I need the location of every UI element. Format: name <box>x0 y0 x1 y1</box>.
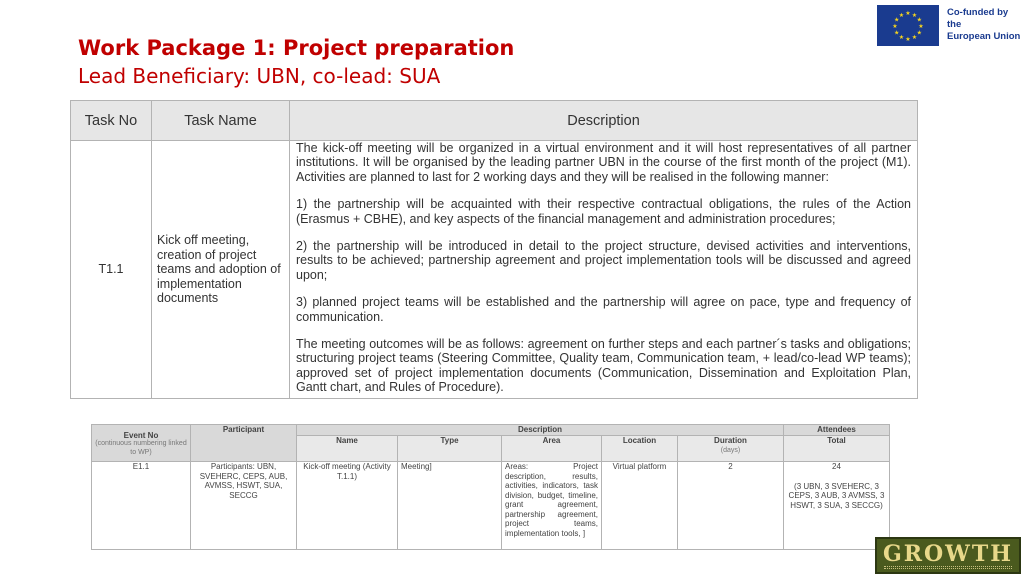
eu-flag-icon <box>877 5 939 46</box>
header-location: Location <box>602 436 678 462</box>
svg-text:★: ★ <box>911 33 918 41</box>
location-cell: Virtual platform <box>602 462 678 550</box>
header-task-name: Task Name <box>152 101 290 141</box>
eu-logo-text <box>947 7 1022 43</box>
description-paragraph: The meeting outcomes will be as follows: agreement on further steps and each partner´s tasks and obligations; structuring project teams (Steering Committee, Quality team, Communication team, + lead/co-lead WP teams); approved set of project implementation documents (Communication, Dissemination and Exploitation Plan, Gantt chart, and Rules of Procedure). <box>296 337 911 395</box>
task-table <box>70 100 918 399</box>
header-area: Area <box>502 436 602 462</box>
svg-text:★: ★ <box>892 22 898 30</box>
duration-label: Duration <box>714 436 747 445</box>
svg-text:★: ★ <box>911 11 918 19</box>
event-no-label: Event No <box>123 431 159 440</box>
svg-text:★: ★ <box>898 11 905 19</box>
name-cell: Kick-off meeting (Activity T.1.1) <box>297 462 398 550</box>
table-row <box>71 141 918 399</box>
description-paragraph: The kick-off meeting will be organized in a virtual environment and it will host representatives of all partner institutions. It will be organised by the leading partner UBN in the course of the first month of the project (M1). Activities are planned to last for 2 working days and they will be realised in the following manner: <box>296 141 911 184</box>
header-total: Total <box>784 436 890 462</box>
description-paragraph: 2) the partnership will be introduced in detail to the project structure, devised activities and interventions, results to be achieved; partnership agreement and project implementation tools will be discussed and agreed upon; <box>296 239 911 282</box>
svg-text:★: ★ <box>905 35 911 43</box>
header-event-no <box>92 425 191 462</box>
event-no-cell: E1.1 <box>92 462 191 550</box>
description-paragraph: 3) planned project teams will be established and the partnership will agree on pace, type and frequency of communication. <box>296 295 911 324</box>
growth-logo-underline <box>884 566 1012 569</box>
svg-text:★: ★ <box>918 22 924 30</box>
header-attendees: Attendees <box>784 425 890 436</box>
description-cell <box>290 141 918 399</box>
header-duration <box>678 436 784 462</box>
header-participant: Participant <box>191 425 297 462</box>
growth-logo <box>875 537 1021 574</box>
duration-cell: 2 <box>678 462 784 550</box>
svg-text:★: ★ <box>905 9 911 17</box>
description-paragraph: 1) the partnership will be acquainted with their respective contractual obligations, the rules of the Action (Erasmus + CBHE), and key aspects of the financial management and administration procedures; <box>296 197 911 226</box>
page-subtitle: Lead Beneficiary: UBN, co-lead: SUA <box>78 64 441 88</box>
duration-unit: (days) <box>720 447 741 454</box>
svg-text:★: ★ <box>916 16 922 23</box>
total-value: 24 <box>832 462 841 471</box>
task-name-cell: Kick off meeting, creation of project teams and adoption of implementation documents <box>152 141 290 399</box>
participant-cell: Participants: UBN, SVEHERC, CEPS, AUB, AVMSS, HSWT, SUA, SECCG <box>191 462 297 550</box>
total-breakdown: (3 UBN, 3 SVEHERC, 3 CEPS, 3 AUB, 3 AVMSS, 3 HSWT, 3 SUA, 3 SECCG) <box>788 481 885 510</box>
event-no-note: (continuous numbering linked to WP) <box>95 440 187 456</box>
svg-text:★: ★ <box>916 29 922 36</box>
header-task-no: Task No <box>71 101 152 141</box>
header-description: Description <box>297 425 784 436</box>
type-cell: Meeting] <box>398 462 502 550</box>
growth-logo-word: GROWTH <box>882 541 1014 567</box>
eu-logo-line2: European Union <box>947 31 1021 42</box>
page-title: Work Package 1: Project preparation <box>78 36 515 60</box>
svg-text:★: ★ <box>894 29 900 36</box>
area-cell: Areas: Project description, results, activities, indicators, task division, budget, timeline, grant agreement, partnership agreement, project teams, implementation tools, ] <box>502 462 602 550</box>
total-cell <box>784 462 890 550</box>
header-type: Type <box>398 436 502 462</box>
table-row <box>92 462 890 550</box>
eu-cofunded-logo <box>877 4 1022 46</box>
eu-logo-line1: Co-funded by the <box>947 7 1009 30</box>
header-description: Description <box>290 101 918 141</box>
header-name: Name <box>297 436 398 462</box>
svg-text:★: ★ <box>898 33 905 41</box>
event-table <box>91 424 890 550</box>
svg-text:★: ★ <box>894 16 900 23</box>
task-no-cell: T1.1 <box>71 141 152 399</box>
